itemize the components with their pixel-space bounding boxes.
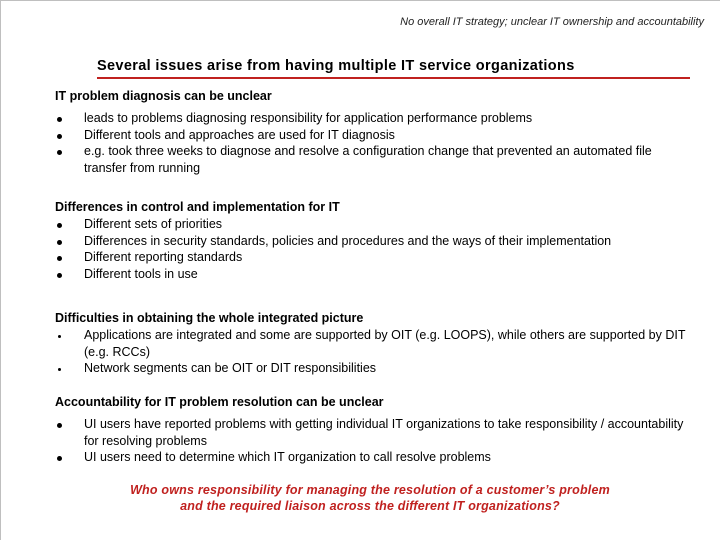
bullet-icon: [57, 134, 62, 139]
list-item: Different sets of priorities: [55, 216, 695, 233]
section-heading: IT problem diagnosis can be unclear: [55, 89, 272, 103]
list-item: Network segments can be OIT or DIT responsibilities: [55, 360, 695, 377]
section-control: [55, 198, 695, 282]
closing-question-line-1: Who owns responsibility for managing the resolution of a customer’s problem: [130, 483, 610, 497]
bullet-icon: [58, 368, 61, 371]
slide-border-left: [0, 0, 1, 540]
bullet-icon: [57, 117, 62, 122]
bullet-icon: [57, 423, 62, 428]
section-accountability: [55, 393, 695, 466]
list-item: e.g. took three weeks to diagnose and resolve a configuration change that prevented an automated file transfer from running: [55, 143, 695, 176]
bullet-list: [55, 216, 695, 282]
list-item: Applications are integrated and some are supported by OIT (e.g. LOOPS), while others are supported by DIT (e.g. RCCs): [55, 327, 695, 360]
list-item: UI users need to determine which IT organization to call resolve problems: [55, 449, 695, 466]
bullet-icon: [57, 150, 62, 155]
section-integrated-picture: [55, 309, 695, 377]
bullet-list: [55, 327, 695, 377]
bullet-icon: [58, 335, 61, 338]
section-heading: Difficulties in obtaining the whole integrated picture: [55, 311, 364, 325]
bullet-icon: [57, 223, 62, 228]
closing-question: [0, 483, 720, 514]
bullet-icon: [57, 240, 62, 245]
bullet-icon: [57, 273, 62, 278]
list-item: Differences in security standards, policies and procedures and the ways of their implementation: [55, 233, 695, 250]
bullet-list: [55, 416, 695, 466]
list-item: Different tools in use: [55, 266, 695, 283]
section-diagnosis: [55, 87, 695, 176]
list-item: leads to problems diagnosing responsibility for application performance problems: [55, 110, 695, 127]
list-item: Different tools and approaches are used for IT diagnosis: [55, 127, 695, 144]
section-heading: Accountability for IT problem resolution can be unclear: [55, 395, 384, 409]
title-underline: [97, 77, 690, 79]
bullet-icon: [57, 456, 62, 461]
list-item: UI users have reported problems with getting individual IT organizations to take responsibility / accountability for resolving problems: [55, 416, 695, 449]
section-heading: Differences in control and implementation for IT: [55, 200, 340, 214]
slide-title: Several issues arise from having multiple IT service organizations: [97, 58, 575, 74]
list-item: Different reporting standards: [55, 249, 695, 266]
slide-subtitle: No overall IT strategy; unclear IT ownership and accountability: [400, 16, 704, 28]
bullet-icon: [57, 256, 62, 261]
slide-border-top: [0, 0, 720, 1]
closing-question-line-2: and the required liaison across the different IT organizations?: [180, 498, 560, 513]
bullet-list: [55, 110, 695, 176]
